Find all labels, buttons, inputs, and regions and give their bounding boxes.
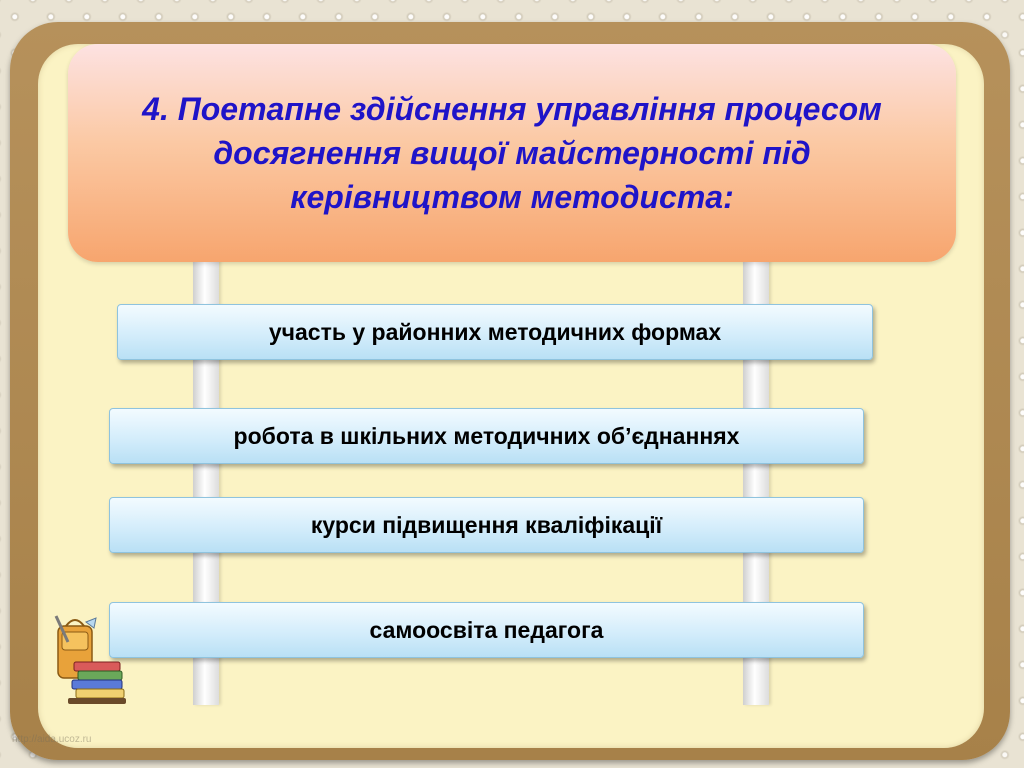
list-item-label: робота в шкільних методичних об’єднаннях	[233, 422, 740, 449]
list-item-label: самоосвіта педагога	[369, 616, 604, 643]
list-item	[117, 304, 873, 360]
list-item-label: курси підвищення кваліфікації	[310, 511, 663, 538]
list-item-label: участь у районних методичних формах	[268, 318, 722, 345]
list-item	[109, 408, 864, 464]
watermark: http://aida.ucoz.ru	[12, 734, 92, 745]
slide-title: 4. Поетапне здійснення управління процесом досягнення вищої майстерності під керівництвом методиста:	[142, 91, 882, 215]
books-schoolbag-icon	[48, 612, 130, 708]
title-banner	[68, 44, 956, 262]
list-item	[109, 602, 864, 658]
list-item	[109, 497, 864, 553]
